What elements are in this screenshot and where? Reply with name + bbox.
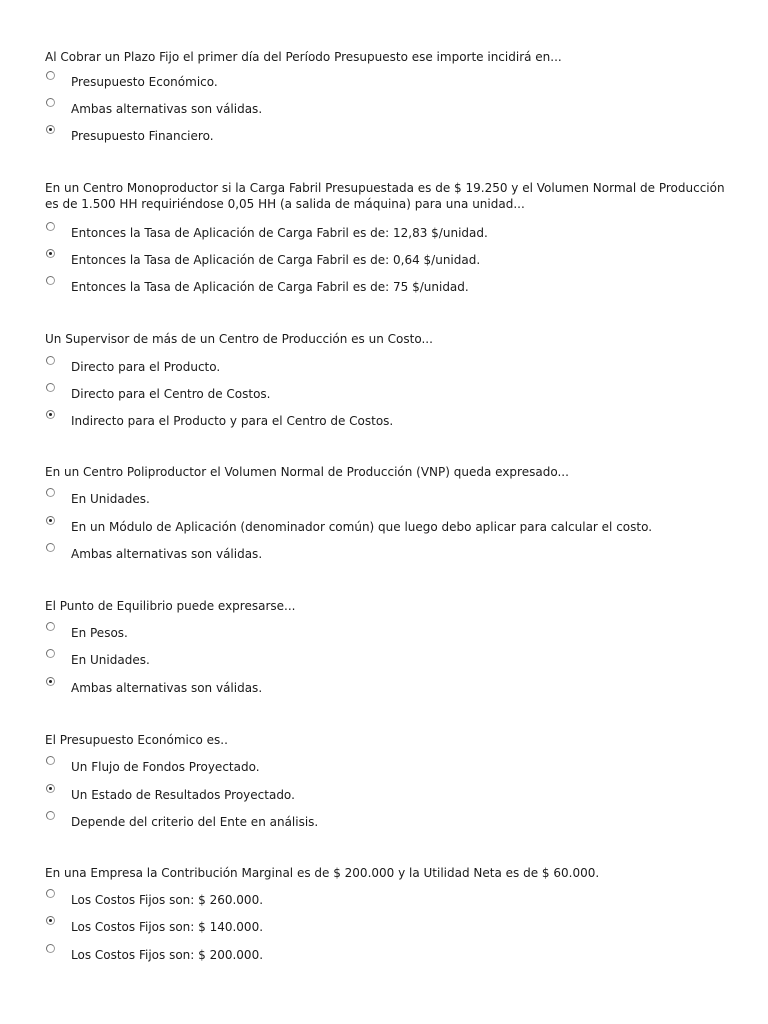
option-label[interactable]: Un Flujo de Fondos Proyectado. bbox=[71, 760, 260, 774]
radio-checked-icon[interactable] bbox=[46, 410, 55, 419]
option-label[interactable]: En Pesos. bbox=[71, 626, 128, 640]
radio-checked-icon[interactable] bbox=[46, 916, 55, 925]
radio-unchecked-icon[interactable] bbox=[46, 222, 55, 231]
option-radio[interactable] bbox=[0, 759, 768, 777]
option-label[interactable]: Presupuesto Económico. bbox=[71, 75, 218, 89]
radio-unchecked-icon[interactable] bbox=[46, 488, 55, 497]
option-radio[interactable] bbox=[0, 652, 768, 670]
option-label[interactable]: Depende del criterio del Ente en análisis. bbox=[71, 815, 319, 829]
question-text: En un Centro Poliproductor el Volumen Normal de Producción (VNP) queda expresado... bbox=[45, 465, 569, 479]
option-label[interactable]: Presupuesto Financiero. bbox=[71, 129, 214, 143]
option-radio[interactable] bbox=[0, 413, 768, 431]
radio-checked-icon[interactable] bbox=[46, 677, 55, 686]
question-text: El Presupuesto Económico es.. bbox=[45, 733, 228, 747]
option-label[interactable]: Un Estado de Resultados Proyectado. bbox=[71, 788, 295, 802]
option-radio[interactable] bbox=[0, 74, 768, 92]
radio-unchecked-icon[interactable] bbox=[46, 543, 55, 552]
question-text: En una Empresa la Contribución Marginal es de $ 200.000 y la Utilidad Neta es de $ 60.000. bbox=[45, 866, 600, 880]
option-label[interactable]: Ambas alternativas son válidas. bbox=[71, 681, 263, 695]
question-text: Un Supervisor de más de un Centro de Producción es un Costo... bbox=[45, 332, 433, 346]
option-label[interactable]: Entonces la Tasa de Aplicación de Carga Fabril es de: 0,64 $/unidad. bbox=[71, 253, 481, 267]
option-radio[interactable] bbox=[0, 359, 768, 377]
option-label[interactable]: Los Costos Fijos son: $ 140.000. bbox=[71, 920, 264, 934]
radio-checked-icon[interactable] bbox=[46, 784, 55, 793]
radio-unchecked-icon[interactable] bbox=[46, 811, 55, 820]
radio-unchecked-icon[interactable] bbox=[46, 944, 55, 953]
option-label[interactable]: En un Módulo de Aplicación (denominador común) que luego debo aplicar para calcular el costo. bbox=[71, 520, 653, 534]
option-radio[interactable] bbox=[0, 491, 768, 509]
radio-unchecked-icon[interactable] bbox=[46, 756, 55, 765]
option-label[interactable]: En Unidades. bbox=[71, 492, 150, 506]
option-label[interactable]: Entonces la Tasa de Aplicación de Carga Fabril es de: 12,83 $/unidad. bbox=[71, 226, 488, 240]
radio-unchecked-icon[interactable] bbox=[46, 622, 55, 631]
option-radio[interactable] bbox=[0, 386, 768, 404]
option-radio[interactable] bbox=[0, 225, 768, 243]
radio-checked-icon[interactable] bbox=[46, 125, 55, 134]
option-radio[interactable] bbox=[0, 128, 768, 146]
option-radio[interactable] bbox=[0, 546, 768, 564]
option-radio[interactable] bbox=[0, 279, 768, 297]
question-text: Al Cobrar un Plazo Fijo el primer día del Período Presupuesto ese importe incidirá en... bbox=[45, 50, 562, 64]
radio-unchecked-icon[interactable] bbox=[46, 71, 55, 80]
option-label[interactable]: En Unidades. bbox=[71, 653, 150, 667]
option-radio[interactable] bbox=[0, 814, 768, 832]
option-radio[interactable] bbox=[0, 787, 768, 805]
option-radio[interactable] bbox=[0, 519, 768, 537]
option-label[interactable]: Entonces la Tasa de Aplicación de Carga Fabril es de: 75 $/unidad. bbox=[71, 280, 469, 294]
radio-unchecked-icon[interactable] bbox=[46, 98, 55, 107]
radio-checked-icon[interactable] bbox=[46, 249, 55, 258]
option-radio[interactable] bbox=[0, 680, 768, 698]
radio-unchecked-icon[interactable] bbox=[46, 889, 55, 898]
option-label[interactable]: Directo para el Producto. bbox=[71, 360, 221, 374]
radio-unchecked-icon[interactable] bbox=[46, 649, 55, 658]
radio-unchecked-icon[interactable] bbox=[46, 356, 55, 365]
option-label[interactable]: Ambas alternativas son válidas. bbox=[71, 102, 263, 116]
option-radio[interactable] bbox=[0, 947, 768, 965]
question-text: En un Centro Monoproductor si la Carga Fabril Presupuestada es de $ 19.250 y el Volumen Normal de Producción es de 1.500 HH requiriéndose 0,05 HH (a salida de máquina) para una unidad... bbox=[45, 181, 725, 211]
option-label[interactable]: Los Costos Fijos son: $ 200.000. bbox=[71, 948, 264, 962]
option-radio[interactable] bbox=[0, 101, 768, 119]
radio-checked-icon[interactable] bbox=[46, 516, 55, 525]
option-label[interactable]: Directo para el Centro de Costos. bbox=[71, 387, 271, 401]
option-label[interactable]: Los Costos Fijos son: $ 260.000. bbox=[71, 893, 264, 907]
option-radio[interactable] bbox=[0, 919, 768, 937]
option-label[interactable]: Ambas alternativas son válidas. bbox=[71, 547, 263, 561]
option-radio[interactable] bbox=[0, 625, 768, 643]
radio-unchecked-icon[interactable] bbox=[46, 383, 55, 392]
question-text: El Punto de Equilibrio puede expresarse... bbox=[45, 599, 296, 613]
option-label[interactable]: Indirecto para el Producto y para el Centro de Costos. bbox=[71, 414, 394, 428]
radio-unchecked-icon[interactable] bbox=[46, 276, 55, 285]
option-radio[interactable] bbox=[0, 892, 768, 910]
option-radio[interactable] bbox=[0, 252, 768, 270]
